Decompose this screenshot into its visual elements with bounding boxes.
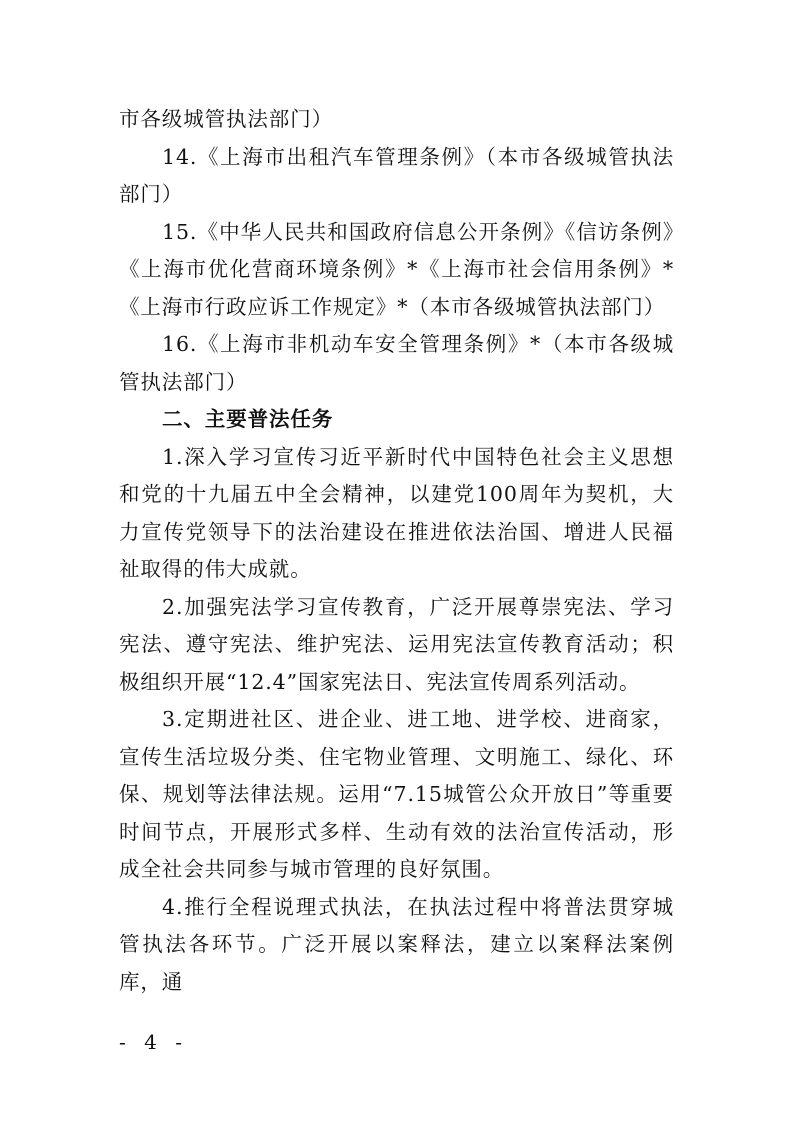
task-paragraph-2: 2.加强宪法学习宣传教育，广泛开展尊崇宪法、学习宪法、遵守宪法、维护宪法、运用宪法宣传教育活动；积极组织开展“12.4”国家宪法日、宪法宣传周系列活动。	[119, 594, 674, 694]
document-body	[119, 101, 674, 1001]
paragraph-item-15: 15.《中华人民共和国政府信息公开条例》《信访条例》《上海市优化营商环境条例》*《上海市社会信用条例》*《上海市行政应诉工作规定》*（本市各级城管执法部门）	[119, 219, 674, 319]
paragraph-item-16: 16.《上海市非机动车安全管理条例》*（本市各级城管执法部门）	[119, 332, 674, 394]
paragraph-item-14: 14.《上海市出租汽车管理条例》（本市各级城管执法部门）	[119, 144, 674, 206]
page-number: - 4 -	[119, 1030, 188, 1054]
section-heading: 二、主要普法任务	[162, 407, 334, 431]
paragraph-continuation: 市各级城管执法部门）	[119, 107, 333, 131]
task-paragraph-4: 4.推行全程说理式执法，在执法过程中将普法贯穿城管执法各环节。广泛开展以案释法，建立以案释法案例库，通	[119, 894, 674, 994]
task-paragraph-1: 1.深入学习宣传习近平新时代中国特色社会主义思想和党的十九届五中全会精神，以建党100周年为契机，大力宣传党领导下的法治建设在推进依法治国、增进人民福祉取得的伟大成就。	[119, 444, 674, 581]
task-paragraph-3: 3.定期进社区、进企业、进工地、进学校、进商家，宣传生活垃圾分类、住宅物业管理、文明施工、绿化、环保、规划等法律法规。运用“7.15城管公众开放日”等重要时间节点，开展形式多样、生动有效的法治宣传活动，形成全社会共同参与城市管理的良好氛围。	[119, 707, 674, 881]
